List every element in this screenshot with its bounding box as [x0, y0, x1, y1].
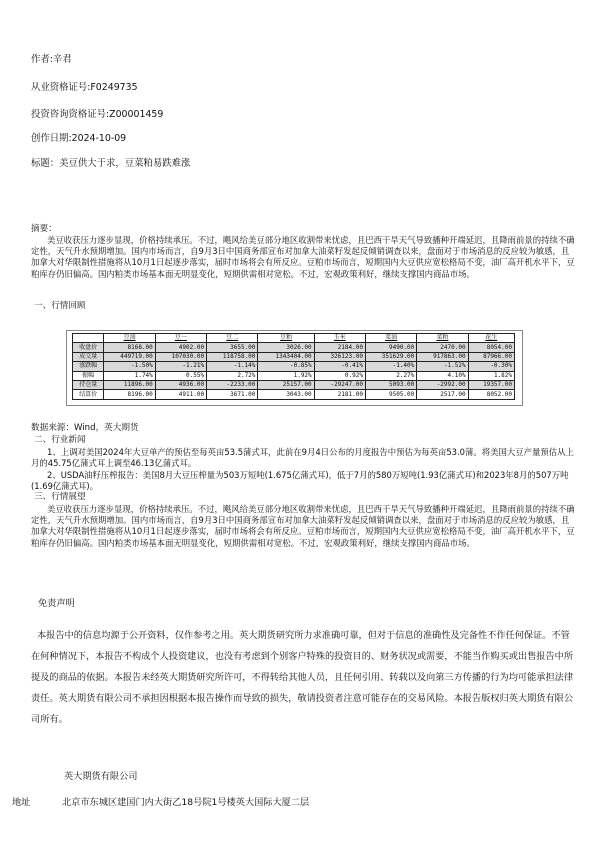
row-label: 涨跌幅 [73, 362, 104, 371]
table-cell: 107030.00 [155, 352, 206, 361]
table-cell: 87966.00 [468, 352, 514, 361]
table-cell: 8052.00 [468, 390, 514, 399]
table-cell: 3671.00 [207, 390, 258, 399]
table-header: 玉米 [314, 334, 365, 343]
disclaimer-text: 本报告中的信息均源于公开资料，仅作参考之用。英大期货研究所力求准确可靠，但对于信息的准确性及完备性不作任何保证。不管在何种情况下，本报告不构成个人投资建议，也没有考虑到个别客户特殊的投资目的、财务状况或需要，不能当作购买或出售报告中所提及的商品的依据。本报告未经英大期货研究所许可，不得转给其他人员，且任何引用、转载以及向第三方传播的行为均可能承担法律责任。英大期货有限公司不承担因根据本报告操作而导致的损失，敬请投资者注意可能存在的交易风险。本报告版权归英大期货有限公司所有。 [31, 630, 574, 725]
report-title: 标题：美豆供大于求，豆菜粕易跌难涨 [31, 158, 191, 169]
table-cell: 0.92% [314, 371, 365, 380]
table-row [73, 343, 515, 352]
section-heading-review: 一、行情回顾 [34, 301, 86, 311]
table-cell: 3043.00 [258, 390, 314, 399]
market-table [72, 333, 515, 400]
table-row [73, 362, 515, 371]
table-cell: 2.27% [365, 371, 416, 380]
table-cell: 2.72% [207, 371, 258, 380]
table-header: 豆粕 [258, 334, 314, 343]
table-cell: -1.14% [207, 362, 258, 371]
table-cell: 1343404.00 [258, 352, 314, 361]
table-cell: 9490.00 [365, 343, 416, 352]
news-item-2: 2、USDA油籽压榨报告：美国8月大豆压榨量为503万短吨(1.675亿蒲式耳)，低于7月的580万短吨(1.93亿蒲式耳)和2023年8月的507万吨(1.69亿蒲式耳)。 [31, 470, 569, 492]
section-heading-outlook: 三、行情展望 [34, 492, 86, 502]
table-cell: 3026.00 [258, 343, 314, 352]
table-cell: 1.74% [104, 371, 155, 380]
footer-address-label: 地址 [12, 797, 31, 808]
table-row [73, 390, 515, 399]
table-cell: 1.92% [258, 371, 314, 380]
market-table-frame [66, 330, 523, 406]
section-heading-news: 二、行业新闻 [34, 435, 86, 445]
disclaimer-heading: 免责声明 [38, 598, 75, 609]
table-header: 豆油 [104, 334, 155, 343]
table-cell: -0.85% [258, 362, 314, 371]
table-cell: -1.50% [104, 362, 155, 371]
table-cell: 4936.00 [155, 380, 206, 389]
cert-number: 从业资格证号:F0249735 [31, 82, 138, 93]
table-cell: 2181.00 [314, 390, 365, 399]
outlook-text: 美豆收获压力逐步显现，价格持续承压。不过，飓风给美豆部分地区收割带来忧虑，且巴西干旱天气导致播种开端延迟，且降雨前景的持续不确定性，天气升水预期增加。国内市场而言，自9月3日中国商务部宣布对加拿大油菜籽发起反倾销调查以来，盘面对于市场消息的反应较为敏感，且加拿大对华限制性措施将从10月1日起逐步落实，届时市场将会有所反应。豆粕市场而言，短期国内大豆供应宽松格局不变，油厂高开机水平下，豆粕库存仍旧偏高。国内粕类市场基本面无明显变化，短期供需相对宽松。不过，宏观政策利好，继续支撑国内商品市场。 [31, 504, 575, 548]
row-label: 结算价 [73, 390, 104, 399]
table-cell: 19357.00 [468, 380, 514, 389]
table-cell: 25157.00 [258, 380, 314, 389]
table-cell: -1.40% [365, 362, 416, 371]
table-header: 豆一 [155, 334, 206, 343]
table-row [73, 380, 515, 389]
table-cell: 351629.00 [365, 352, 416, 361]
table-cell: 5093.00 [365, 380, 416, 389]
table-cell: 4902.00 [155, 343, 206, 352]
table-cell: 2517.00 [417, 390, 468, 399]
table-header [73, 334, 104, 343]
summary-text: 美豆收获压力逐步显现，价格持续承压。不过，飓风给美豆部分地区收割带来忧虑，且巴西干旱天气导致播种开端延迟，且降雨前景的持续不确定性，天气升水预期增加。国内市场而言，自9月3日中国商务部宣布对加拿大油菜籽发起反倾销调查以来，盘面对于市场消息的反应较为敏感，且加拿大对华限制性措施将从10月1日起逐步落实，届时市场将会有所反应。豆粕市场而言，短期国内大豆供应宽松格局不变，油厂高开机水平下，豆粕库存仍旧偏高。国内粕类市场基本面无明显变化，短期供需相对宽松。不过，宏观政策利好，继续支撑国内商品市场。 [31, 235, 575, 279]
news-item-1: 1、上调对美国2024年大豆单产的预估至每英亩53.5蒲式耳，此前在9月4日公布的月度报告中预估为每英亩53.0蒲。将美国大豆产量预估从上月的45.75亿蒲式耳上调至46.13亿蒲式耳。 [31, 447, 574, 469]
footer-address: 北京市东城区建国门内大街乙18号院1号楼英大国际大厦二层 [62, 797, 310, 808]
table-header: 豆二 [207, 334, 258, 343]
table-header: 花生 [468, 334, 514, 343]
row-label: 收盘价 [73, 343, 104, 352]
row-label: 成交量 [73, 352, 104, 361]
table-cell: 8196.00 [104, 390, 155, 399]
table-row [73, 352, 515, 361]
table-cell: 0.55% [155, 371, 206, 380]
author: 作者:辛君 [31, 54, 72, 65]
table-cell: 4.10% [417, 371, 468, 380]
table-header: 菜油 [365, 334, 416, 343]
table-cell: -2992.00 [417, 380, 468, 389]
table-cell: -1.21% [155, 362, 206, 371]
table-cell: 8054.00 [468, 343, 514, 352]
footer-company: 英大期货有限公司 [64, 771, 138, 782]
table-cell: 4911.00 [155, 390, 206, 399]
table-cell: 449719.00 [104, 352, 155, 361]
table-cell: 9505.00 [365, 390, 416, 399]
table-cell: 1.82% [468, 371, 514, 380]
table-header-row [73, 334, 515, 343]
row-label: 持仓量 [73, 380, 104, 389]
table-cell: -29247.00 [314, 380, 365, 389]
table-cell: 2470.00 [417, 343, 468, 352]
table-cell: -1.52% [417, 362, 468, 371]
table-cell: 11896.00 [104, 380, 155, 389]
table-row [73, 371, 515, 380]
table-cell: -2233.00 [207, 380, 258, 389]
row-label: 振幅 [73, 371, 104, 380]
summary-heading: 摘要： [31, 224, 57, 234]
advisor-number: 投资咨询资格证号:Z00001459 [31, 109, 164, 120]
table-cell: 2184.00 [314, 343, 365, 352]
table-cell: 8168.00 [104, 343, 155, 352]
table-cell: 917863.00 [417, 352, 468, 361]
table-header: 菜粕 [417, 334, 468, 343]
table-cell: -0.41% [314, 362, 365, 371]
table-cell: 326123.00 [314, 352, 365, 361]
data-source: 数据来源：Wind，英大期货 [31, 423, 139, 433]
table-cell: 118758.00 [207, 352, 258, 361]
table-cell: 3655.00 [207, 343, 258, 352]
table-cell: -0.30% [468, 362, 514, 371]
creation-date: 创作日期:2024-10-09 [31, 133, 127, 144]
